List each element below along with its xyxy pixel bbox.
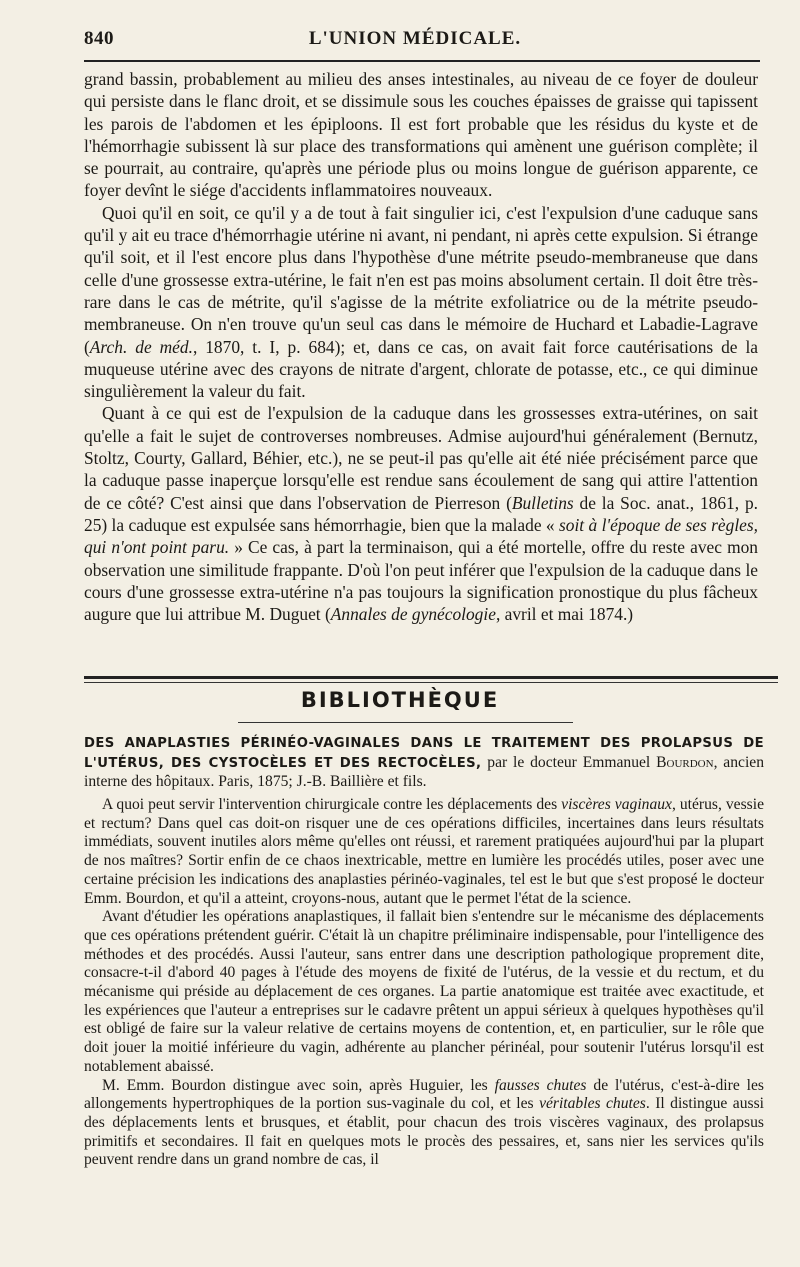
section-rule-top: [84, 676, 778, 679]
review-heading: DES ANAPLASTIES PÉRINÉO-VAGINALES DANS LE TRAITEMENT DES PROLAPSUS DE L'UTÉRUS, DES CYSTOCÈLES ET DES RECTOCÈLES, par le docteur Emmanuel Bourdon, ancien interne des hôpitaux. Paris, 1875; J.-B. Baillière et fils.: [84, 736, 764, 790]
article-paragraph-2: Quoi qu'il en soit, ce qu'il y a de tout à fait singulier ici, c'est l'expulsion d'une caduque sans qu'il y ait eu trace d'hémorrhagie utérine ni avant, ni pendant, ni après cette expulsion. Si étrange qu'il soit, et il l'est encore plus dans l'hypothèse d'une métrite pseudo-membraneuse que dans celle d'une grossesse extra-utérine, le fait n'en est pas moins absolument certain. Il doit être très-rare dans le cas de métrite, qu'il s'agisse de la métrite exfoliatrice ou de la métrite pseudo-membraneuse. On n'en trouve qu'un seul cas dans le mémoire de Huchard et Labadie-Lagrave (Arch. de méd., 1870, t. I, p. 684); et, dans ce cas, on avait fait force cautérisations de la muqueuse utérine avec des crayons de nitrate d'argent, chlorate de potasse, etc., ce qui diminue singulièrement la valeur du fait.: [84, 202, 759, 402]
review-paragraph-2: Avant d'étudier les opérations anaplastiques, il fallait bien s'entendre sur le mécanisme des déplacements que ces opérations prétendent guérir. C'était là un chapitre préliminaire indispensable, pour l'intelligence des méthodes et des procédés. Aussi l'auteur, sans entrer dans une description pathologique proprement dite, consacre-t-il d'abord 40 pages à l'étude des moyens de fixité de l'utérus, de la vessie et du rectum, et du mécanisme qui préside au déplacement de ces organes. La partie anatomique est traitée avec exactitude, et les expériences que l'auteur a entreprises sur le cadavre prêtent un appui sérieux à quelques hypothèses qu'il est obligé de faire sur la valeur relative de certains moyens de contention, et, en particulier, sur le rôle que doit jouer la moitié inférieure du vagin, adhérente au plancher périnéal, pour soutenir l'utérus lorsqu'il est notablement abaissé.: [84, 908, 764, 1075]
review-paragraph-3: M. Emm. Bourdon distingue avec soin, après Huguier, les fausses chutes de l'utérus, c'est-à-dire les allongements hypertrophiques de la portion sus-vaginale du col, et les véritables chutes. Il distingue aussi des déplacements lents et brusques, et établit, pour chacun des trois viscères vaginaux, des prolapsus primitifs et secondaires. Il fait en quelques mots le procès des pessaires, et, sans nier les services qu'ils peuvent rendre dans un grand nombre de cas, il: [84, 1076, 764, 1169]
page-number: 840: [84, 28, 114, 49]
journal-title: L'UNION MÉDICALE.: [308, 28, 522, 49]
article-paragraph-3: Quant à ce qui est de l'expulsion de la caduque dans les grossesses extra-utérines, on sait qu'elle a fait le sujet de controverses nombreuses. Admise aujourd'hui généralement (Bernutz, Stoltz, Courty, Gallard, Béhier, etc.), ne se peut-il pas qu'elle ait été niée précisément parce que la caduque passe inaperçue lorsqu'elle est rendue sans écoulement de sang qui attire l'attention de ce côté? C'est ainsi que dans l'observation de Pierreson (Bulletins de la Soc. anat., 1861, p. 25) la caduque est expulsée sans hémorrhagie, bien que la malade « soit à l'époque de ses règles, qui n'ont point paru. » Ce cas, à part la terminaison, qui a été mortelle, offre du reste avec mon observation une similitude frappante. D'où l'on peut inférer que l'expulsion de la caduque dans le cours d'une grossesse extra-utérine n'a pas toujours la signification pronostique du plus fâcheux augure que lui attribue M. Duguet (Annales de gynécologie, avril et mai 1874.): [84, 403, 758, 625]
section-title-underline: [238, 722, 573, 723]
running-header: [84, 22, 756, 56]
review-book-title: DES ANAPLASTIES PÉRINÉO-VAGINALES DANS LE TRAITEMENT DES PROLAPSUS DE L'UTÉRUS, DES CYSTOCÈLES ET DES RECTOCÈLES,: [84, 736, 764, 771]
review-body: [84, 796, 764, 1170]
article-paragraph-1: grand bassin, probablement au milieu des anses intestinales, au niveau de ce foyer de douleur qui persiste dans le flanc droit, et se dissimule sous les couches épaisses de graisse qui tapissent les parois de l'abdomen et les épiploons. Il est fort probable que les résidus du kyste et de l'hémorrhagie subissent là sur place des transformations qui amènent une guérison complète; il se pourrait, au contraire, qu'après une période plus ou moins longue de guérison apparente, ce foyer devînt le siége d'accidents inflammatoires nouveaux.: [84, 69, 758, 201]
section-rule-top-thin: [84, 682, 778, 683]
review-paragraph-1: A quoi peut servir l'intervention chirurgicale contre les déplacements des viscères vaginaux, utérus, vessie et rectum? Dans quel cas doit-on risquer une de ces opérations difficiles, incertaines dans leurs résultats immédiats, souvent inutiles alors même qu'elles ont réussi, et rarement pratiquées aujourd'hui par la plupart de nos maîtres? Sortir enfin de ce chaos inextricable, mettre en lumière les procédés utiles, poser avec une certaine précision les indications des anaplasties périnéo-vaginales, tel est le but que s'est proposé le docteur Emm. Bourdon, et qu'il a atteint, croyons-nous, autant que le permet l'état de la science.: [84, 796, 764, 907]
article-body: [84, 68, 758, 625]
section-title: BIBLIOTHÈQUE: [300, 688, 500, 712]
header-rule: [84, 60, 760, 62]
review-author: Bourdon: [656, 753, 714, 771]
